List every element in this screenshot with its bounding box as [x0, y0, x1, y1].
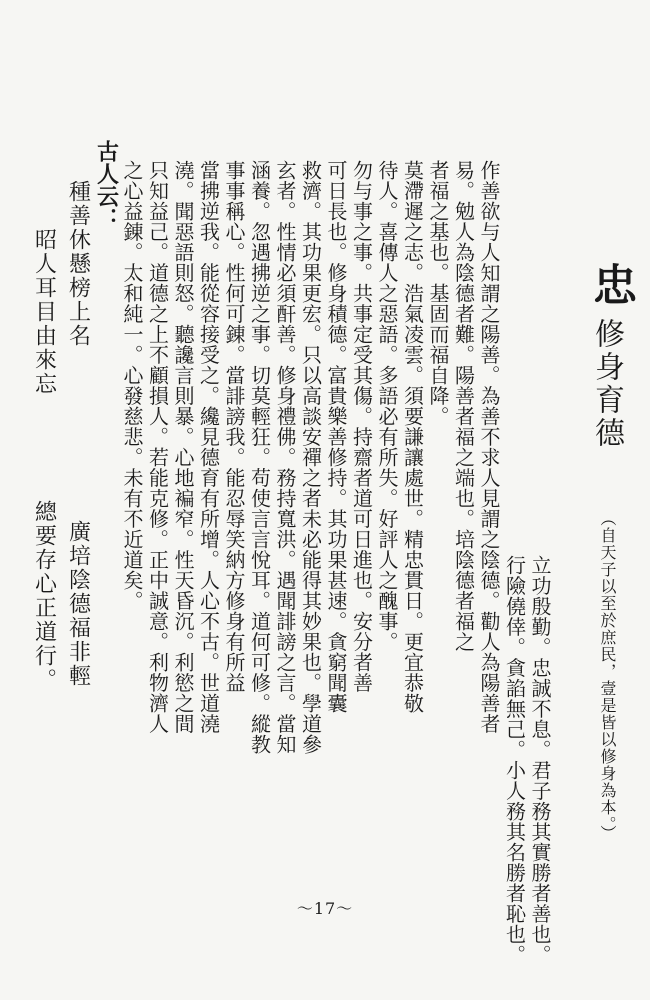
text-column: 待人。喜傳人之惡語。多語必有所失。好評人之醜事。 — [375, 160, 399, 652]
text-column: 作善欲与人知謂之陽善。為善不求人見謂之陰德。勸人為陽善者 — [477, 160, 501, 734]
verse-line: 廣培陰德福非輕 — [65, 520, 91, 688]
text-column: 澆。聞惡語則怒。聽讒言則暴。心地褊窄。性天昏沉。利慾之間 — [171, 160, 195, 734]
subtitle-note: （自天子以至於庶民，壹是皆以修身為本。） — [598, 510, 617, 842]
text-column: 可日長也。修身積德。富貴樂善修持。其功果甚速。貪窮聞囊 — [324, 160, 348, 714]
text-column: 涵養。忽遇拂逆之事。切莫輕狂。苟使言言悅耳。道何可修。縱教 — [247, 160, 272, 755]
text-column: 之心益錬。太和純一。心發慈悲。未有不近道矣。 — [120, 160, 144, 611]
verse-line: 昭人耳目由來忘 — [31, 228, 57, 396]
text-column: 玄者。性情必須酐善。修身禮佛。務持寬洪。遇聞誹謗之言。當知 — [273, 160, 297, 755]
text-column: 事事稱心。性何可錬。當誹謗我。能忍辱笑納方修身有所益 — [222, 160, 246, 693]
verse-line: 總要存心正道行。 — [31, 500, 57, 692]
text-column: 勿与事之事。共事定受其傷。持齋者道可日進也。安分者善 — [349, 160, 374, 693]
text-column: 易。勉人為陰德者難。陽善者福之端也。培陰德者福之 — [451, 160, 476, 652]
chapter-subtitle: 修身育德 — [589, 318, 624, 450]
page-number: ～17～ — [296, 899, 354, 918]
text-column: 救濟。其功果更宏。只以高談安禪之者未必能得其妙果也。學道參 — [298, 160, 323, 755]
text-column: 只知益己。道德之上不顧損人。若能克修。正中誠意。利物濟人 — [145, 160, 170, 734]
chapter-title: 忠 — [585, 262, 636, 306]
verse-line: 種善休懸榜上名 — [65, 180, 91, 348]
text-column: 者福之基也。基固而福自降。 — [426, 160, 450, 427]
text-column: 立功殷勤。忠誠不息。君子務其實勝者善也。 — [528, 555, 552, 965]
text-column: 當拂逆我。能從容接受之。纔見德育有所增。人心不古。世道澆 — [196, 160, 221, 734]
text-column: 行險僥倖。貪諂無己。小人務其名勝者恥也。 — [502, 555, 527, 965]
text-column: 古人云： — [93, 140, 120, 230]
text-column: 莫滯遲之志。浩氣凌雲。須要謙讓處世。精忠貫日。更宜恭敬 — [400, 160, 425, 714]
